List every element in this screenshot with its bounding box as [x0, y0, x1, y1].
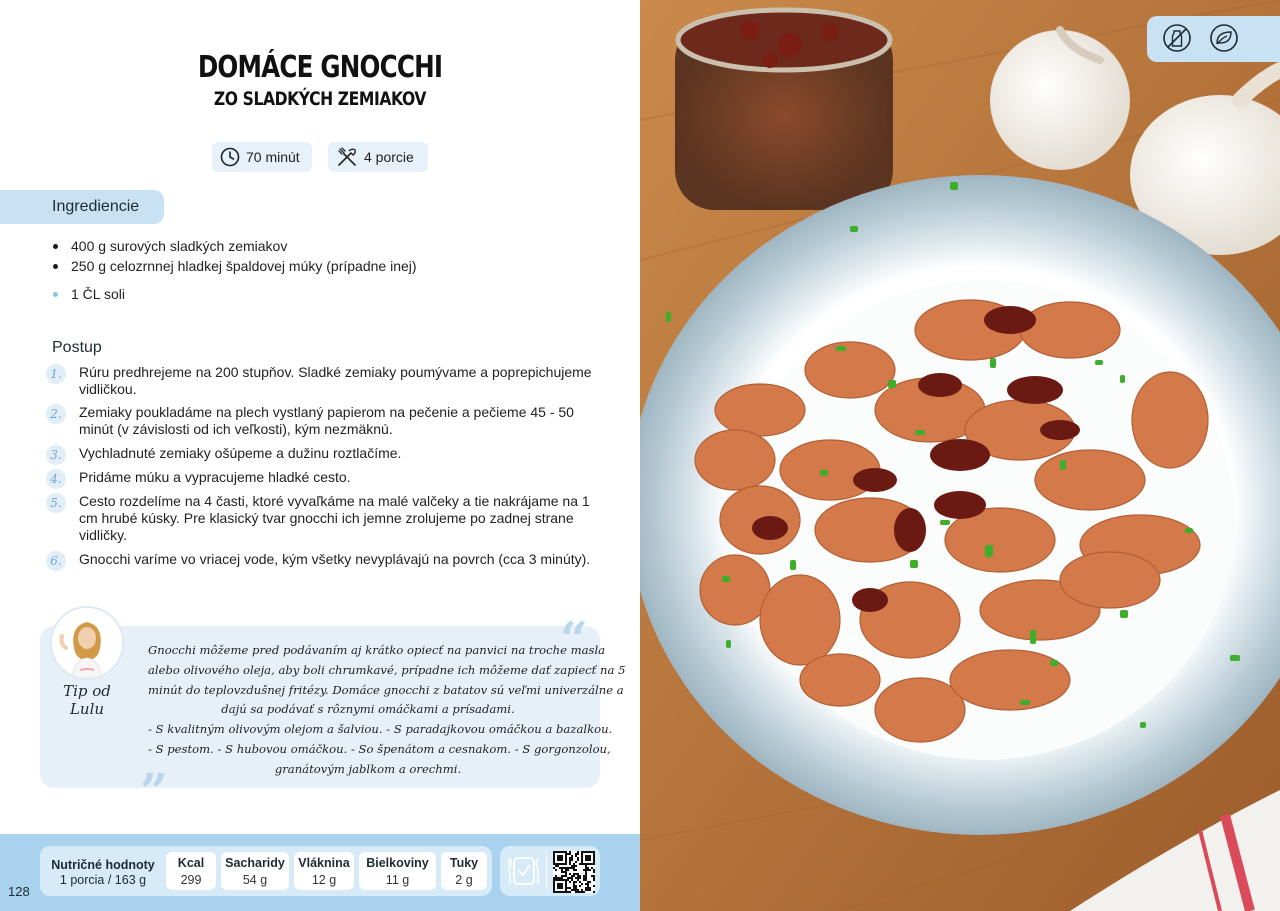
recipe-title: DOMÁCE GNOCCHI [197, 50, 443, 85]
ingredient-item: 1 ČL soli [52, 284, 417, 304]
tip-line: - S pestom. - S hubovou omáčkou. - So špenátom a cesnakom. - S gorgonzolou, [148, 741, 611, 756]
nutrition-item-label: Bielkoviny [366, 856, 429, 870]
step-text: Rúru predhrejeme na 200 stupňov. Sladké zemiaky poumývame a poprepichujeme vidličkou. [79, 364, 592, 397]
step-number: 5. [46, 493, 66, 513]
step-number: 4. [46, 469, 66, 489]
vegan-leaf-icon [1209, 23, 1239, 53]
step-item [46, 445, 606, 462]
quote-close-icon: ” [140, 764, 168, 820]
nutrition-item-value: 11 g [385, 873, 410, 887]
tip-line: alebo olivového oleja, aby boli chrumkavé, prípadne ich môžeme dať zapiecť na 5 [148, 662, 626, 677]
step-list [46, 364, 606, 568]
time-value: 70 minút [246, 149, 300, 165]
recipe-subtitle: ZO SLADKÝCH ZEMIAKOV [213, 88, 427, 110]
step-item [46, 364, 606, 398]
plate-check-icon [507, 853, 541, 889]
nutrition-kcal [166, 852, 216, 890]
portions-value: 4 porcie [364, 149, 414, 165]
nutrition-item-value: 299 [180, 873, 202, 887]
step-number: 6. [46, 551, 66, 571]
nutrition-item-value: 54 g [242, 873, 268, 887]
page-number: 128 [8, 884, 30, 899]
nutrition-item-value: 12 g [311, 873, 337, 887]
steps-heading: Postup [52, 339, 102, 356]
tip-line: - S kvalitným olivovým olejom a šalviou. - S paradajkovou omáčkou a bazalkou. [148, 722, 613, 737]
step-text: Cesto rozdelíme na 4 časti, ktoré vyvaľkáme na malé valčeky a tie nakrájame na 1 cm hrubé kúsky. Pre klasický tvar gnocchi ich jemne zrolujeme po zadnej strane vidličky. [79, 493, 590, 543]
tip-label: Tip od Lulu [63, 682, 111, 718]
step-number: 2. [46, 404, 66, 424]
time-badge [212, 142, 312, 172]
clock-icon [220, 147, 240, 167]
dish-photo [640, 0, 1280, 911]
ingredient-list [52, 236, 417, 304]
nutrition-heading: Nutričné hodnoty [51, 858, 155, 872]
tip-text [148, 641, 626, 780]
step-text: Vychladnuté zemiaky ošúpeme a dužinu roztlačíme. [79, 445, 402, 461]
qr-divider [546, 852, 547, 890]
nutrition-item-label: Kcal [177, 856, 205, 870]
tip-line: dajú sa podávať s rôznymi omáčkami a prísadami. [221, 702, 515, 717]
ingredients-tab [0, 190, 164, 224]
nutrition-serving: 1 porcia / 163 g [59, 873, 147, 887]
nutrition-carbs [221, 852, 289, 890]
tip-line: minút do teplovzdušnej fritézy. Domáce gnocchi z batatov sú veľmi univerzálne a [148, 682, 624, 697]
nutrition-item-value: 2 g [455, 873, 473, 887]
nutrition-fiber [294, 852, 354, 890]
step-number: 1. [46, 364, 66, 384]
step-text: Pridáme múku a vypracujeme hladké cesto. [79, 469, 351, 485]
nutrition-protein [359, 852, 436, 890]
nutrition-fat [441, 852, 487, 890]
tip-line: Gnocchi môžeme pred podávaním aj krátko opiecť na panvici na troche masla [148, 643, 606, 657]
ingredient-item: 400 g surových sladkých zemiakov [52, 236, 417, 256]
author-portrait [52, 608, 122, 678]
step-item [46, 551, 606, 568]
gnocchi-photo [640, 0, 1280, 911]
step-number: 3. [46, 445, 66, 465]
step-item [46, 469, 606, 486]
nutrition-item-label: Sacharidy [225, 856, 285, 870]
ingredients-heading: Ingrediencie [52, 198, 140, 215]
nutrition-label [48, 858, 158, 888]
step-text: Zemiaky poukladáme na plech vystlaný papierom na pečenie a pečieme 45 - 50 minút (v závislosti od ich veľkosti), kým nezmäknú. [79, 404, 574, 437]
no-dairy-icon [1162, 23, 1192, 53]
author-avatar [50, 606, 124, 680]
quote-open-icon: “ [560, 612, 588, 668]
step-item [46, 404, 606, 438]
nutrition-item-label: Tuky [449, 856, 479, 870]
nutrition-item-label: Vláknina [298, 856, 350, 870]
portions-badge [328, 142, 428, 172]
step-item [46, 493, 606, 544]
tip-line: granátovým jablkom a orechmi. [274, 761, 462, 776]
cutlery-icon [336, 146, 358, 168]
qr-code[interactable] [553, 851, 595, 893]
ingredient-item: 250 g celozrnnej hladkej špaldovej múky (prípadne inej) [52, 256, 417, 276]
step-text: Gnocchi varíme vo vriacej vode, kým všetky nevyplávajú na povrch (cca 3 minúty). [79, 551, 591, 567]
